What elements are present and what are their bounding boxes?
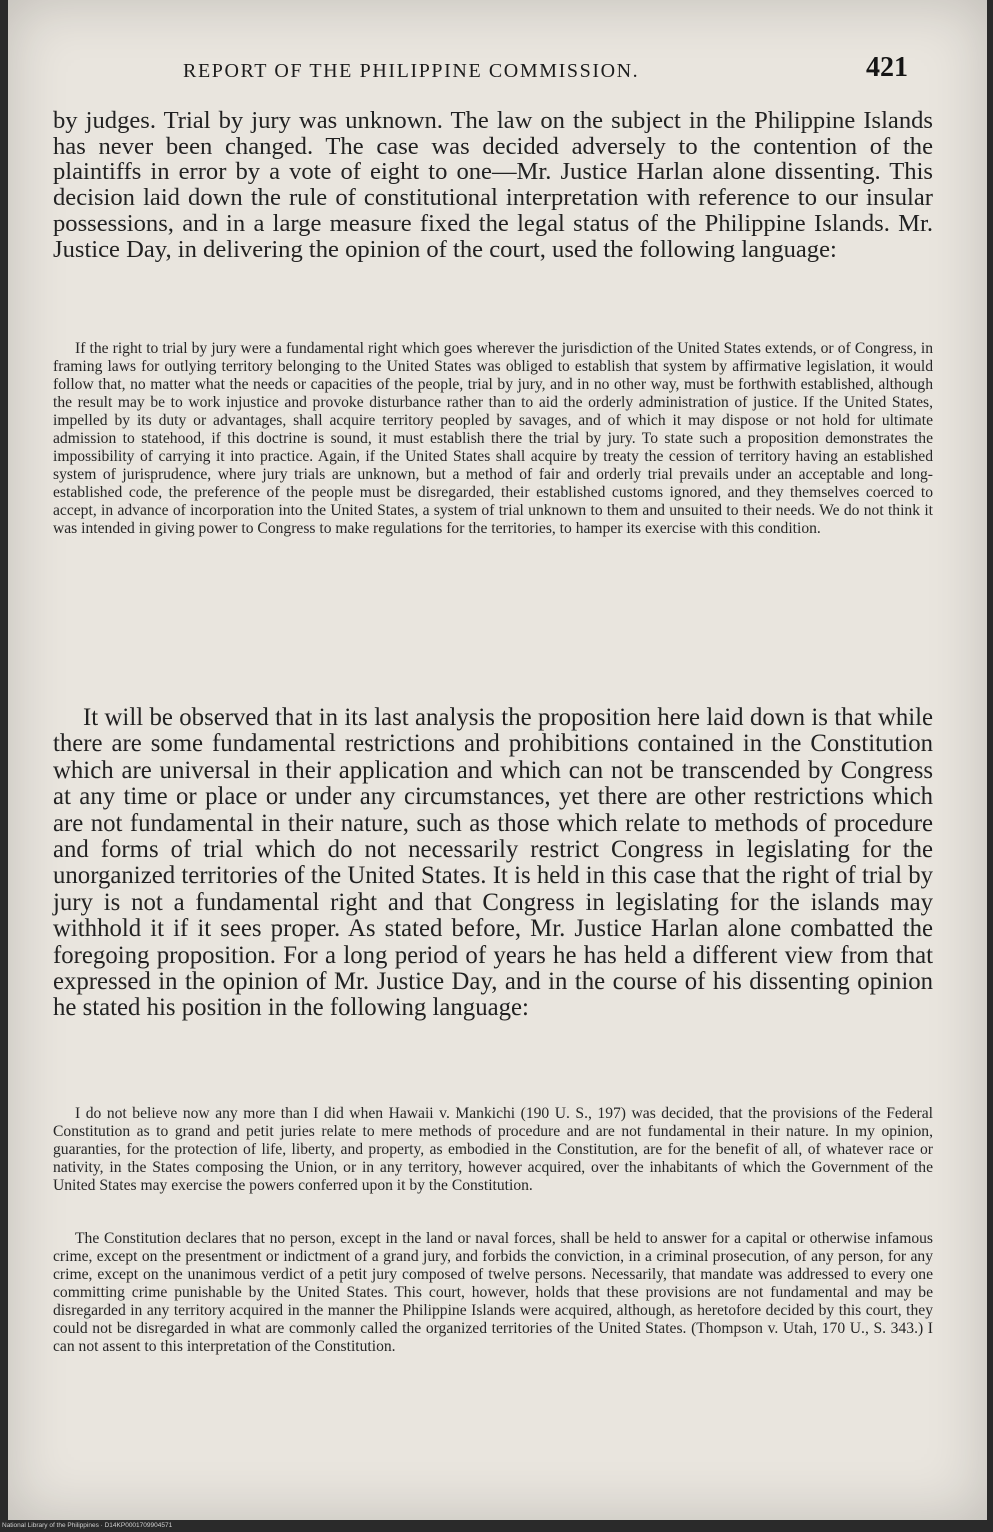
block-quote-court-opinion: If the right to trial by jury were a fundamental right which goes wherever the jurisdiction of the United States extends, or of Congress, in framing laws for outlying territory belonging to the United States was obliged to establish that system by affirmative legislation, it would follow that, no matter what the needs or capacities of the people, trial by jury, and in no other way, must be forthwith established, although the result may be to work injustice and provoke disturbance rather than to aid the orderly administration of justice. If the United States, impelled by its duty or advantages, shall acquire territory peopled by savages, and of which it may dispose or not hold for ultimate admission to statehood, if this doctrine is sound, it must establish there the trial by jury. To state such a proposition demonstrates the impossibility of carrying it into practice. Again, if the United States shall acquire by treaty the cession of territory having an established system of jurisprudence, where jury trials are unknown, but a method of fair and orderly trial prevails under an acceptable and long-established code, the preference of the people must be disregarded, their established customs ignored, and they themselves coerced to accept, in advance of incorporation into the United States, a system of trial unknown to them and unsuited to their needs. We do not think it was intended in giving power to Congress to make regulations for the territories, to hamper its exercise with this condition. [53, 340, 933, 537]
document-page [8, 0, 987, 1520]
running-head: REPORT OF THE PHILIPPINE COMMISSION. [183, 60, 640, 82]
body-paragraph-1: by judges. Trial by jury was unknown. The law on the subject in the Philippine Islands has never been changed. The case was decided adversely to the contention of the plaintiffs in error by a vote of eight to one—Mr. Justice Harlan alone dissenting. This decision laid down the rule of constitutional interpretation with reference to our insular possessions, and in a large measure fixed the legal status of the Philippine Islands. Mr. Justice Day, in delivering the opinion of the court, used the following language: [53, 107, 933, 263]
page-number: 421 [866, 52, 908, 83]
block-quote-dissent-1: I do not believe now any more than I did when Hawaii v. Mankichi (190 U. S., 197) was decided, that the provisions of the Federal Constitution as to grand and petit juries relate to mere methods of procedure and are not fundamental in their nature. In my opinion, guaranties, for the protection of life, liberty, and property, as embodied in the Constitution, are for the benefit of all, of whatever race or nativity, in the States composing the Union, or in any territory, however acquired, over the inhabitants of which the Government of the United States may exercise the powers conferred upon it by the Constitution. [53, 1105, 933, 1194]
block-quote-dissent-2: The Constitution declares that no person, except in the land or naval forces, shall be held to answer for a capital or otherwise infamous crime, except on the presentment or indictment of a grand jury, and forbids the conviction, in a criminal prosecution, of any person, for any crime, except on the unanimous verdict of a petit jury composed of twelve persons. Necessarily, that mandate was addressed to every one committing crime punishable by the United States. This court, however, holds that these provisions are not fundamental and may be disregarded in any territory acquired in the manner the Philippine Islands were acquired, although, as heretofore decided by this court, they could not be disregarded in what are commonly called the organized territories of the United States. (Thompson v. Utah, 170 U., S. 343.) I can not assent to this interpretation of the Constitution. [53, 1230, 933, 1355]
body-paragraph-2: It will be observed that in its last analysis the proposition here laid down is that while there are some fundamental restrictions and prohibitions contained in the Constitution which are universal in their application and which can not be transcended by Congress at any time or place or under any circumstances, yet there are other restrictions which are not fundamental in their nature, such as those which relate to methods of procedure and forms of trial which do not necessarily restrict Congress in legislating for the unorganized territories of the United States. It is held in this case that the right of trial by jury is not a fundamental right and that Congress in legislating for the islands may withhold it if it sees proper. As stated before, Mr. Justice Harlan alone combatted the foregoing proposition. For a long period of years he has held a different view from that expressed in the opinion of Mr. Justice Day, and in the course of his dissenting opinion he stated his position in the following language: [53, 704, 933, 1022]
footer-credit: National Library of the Philippines · D14KP0001709904571 [2, 1522, 173, 1529]
